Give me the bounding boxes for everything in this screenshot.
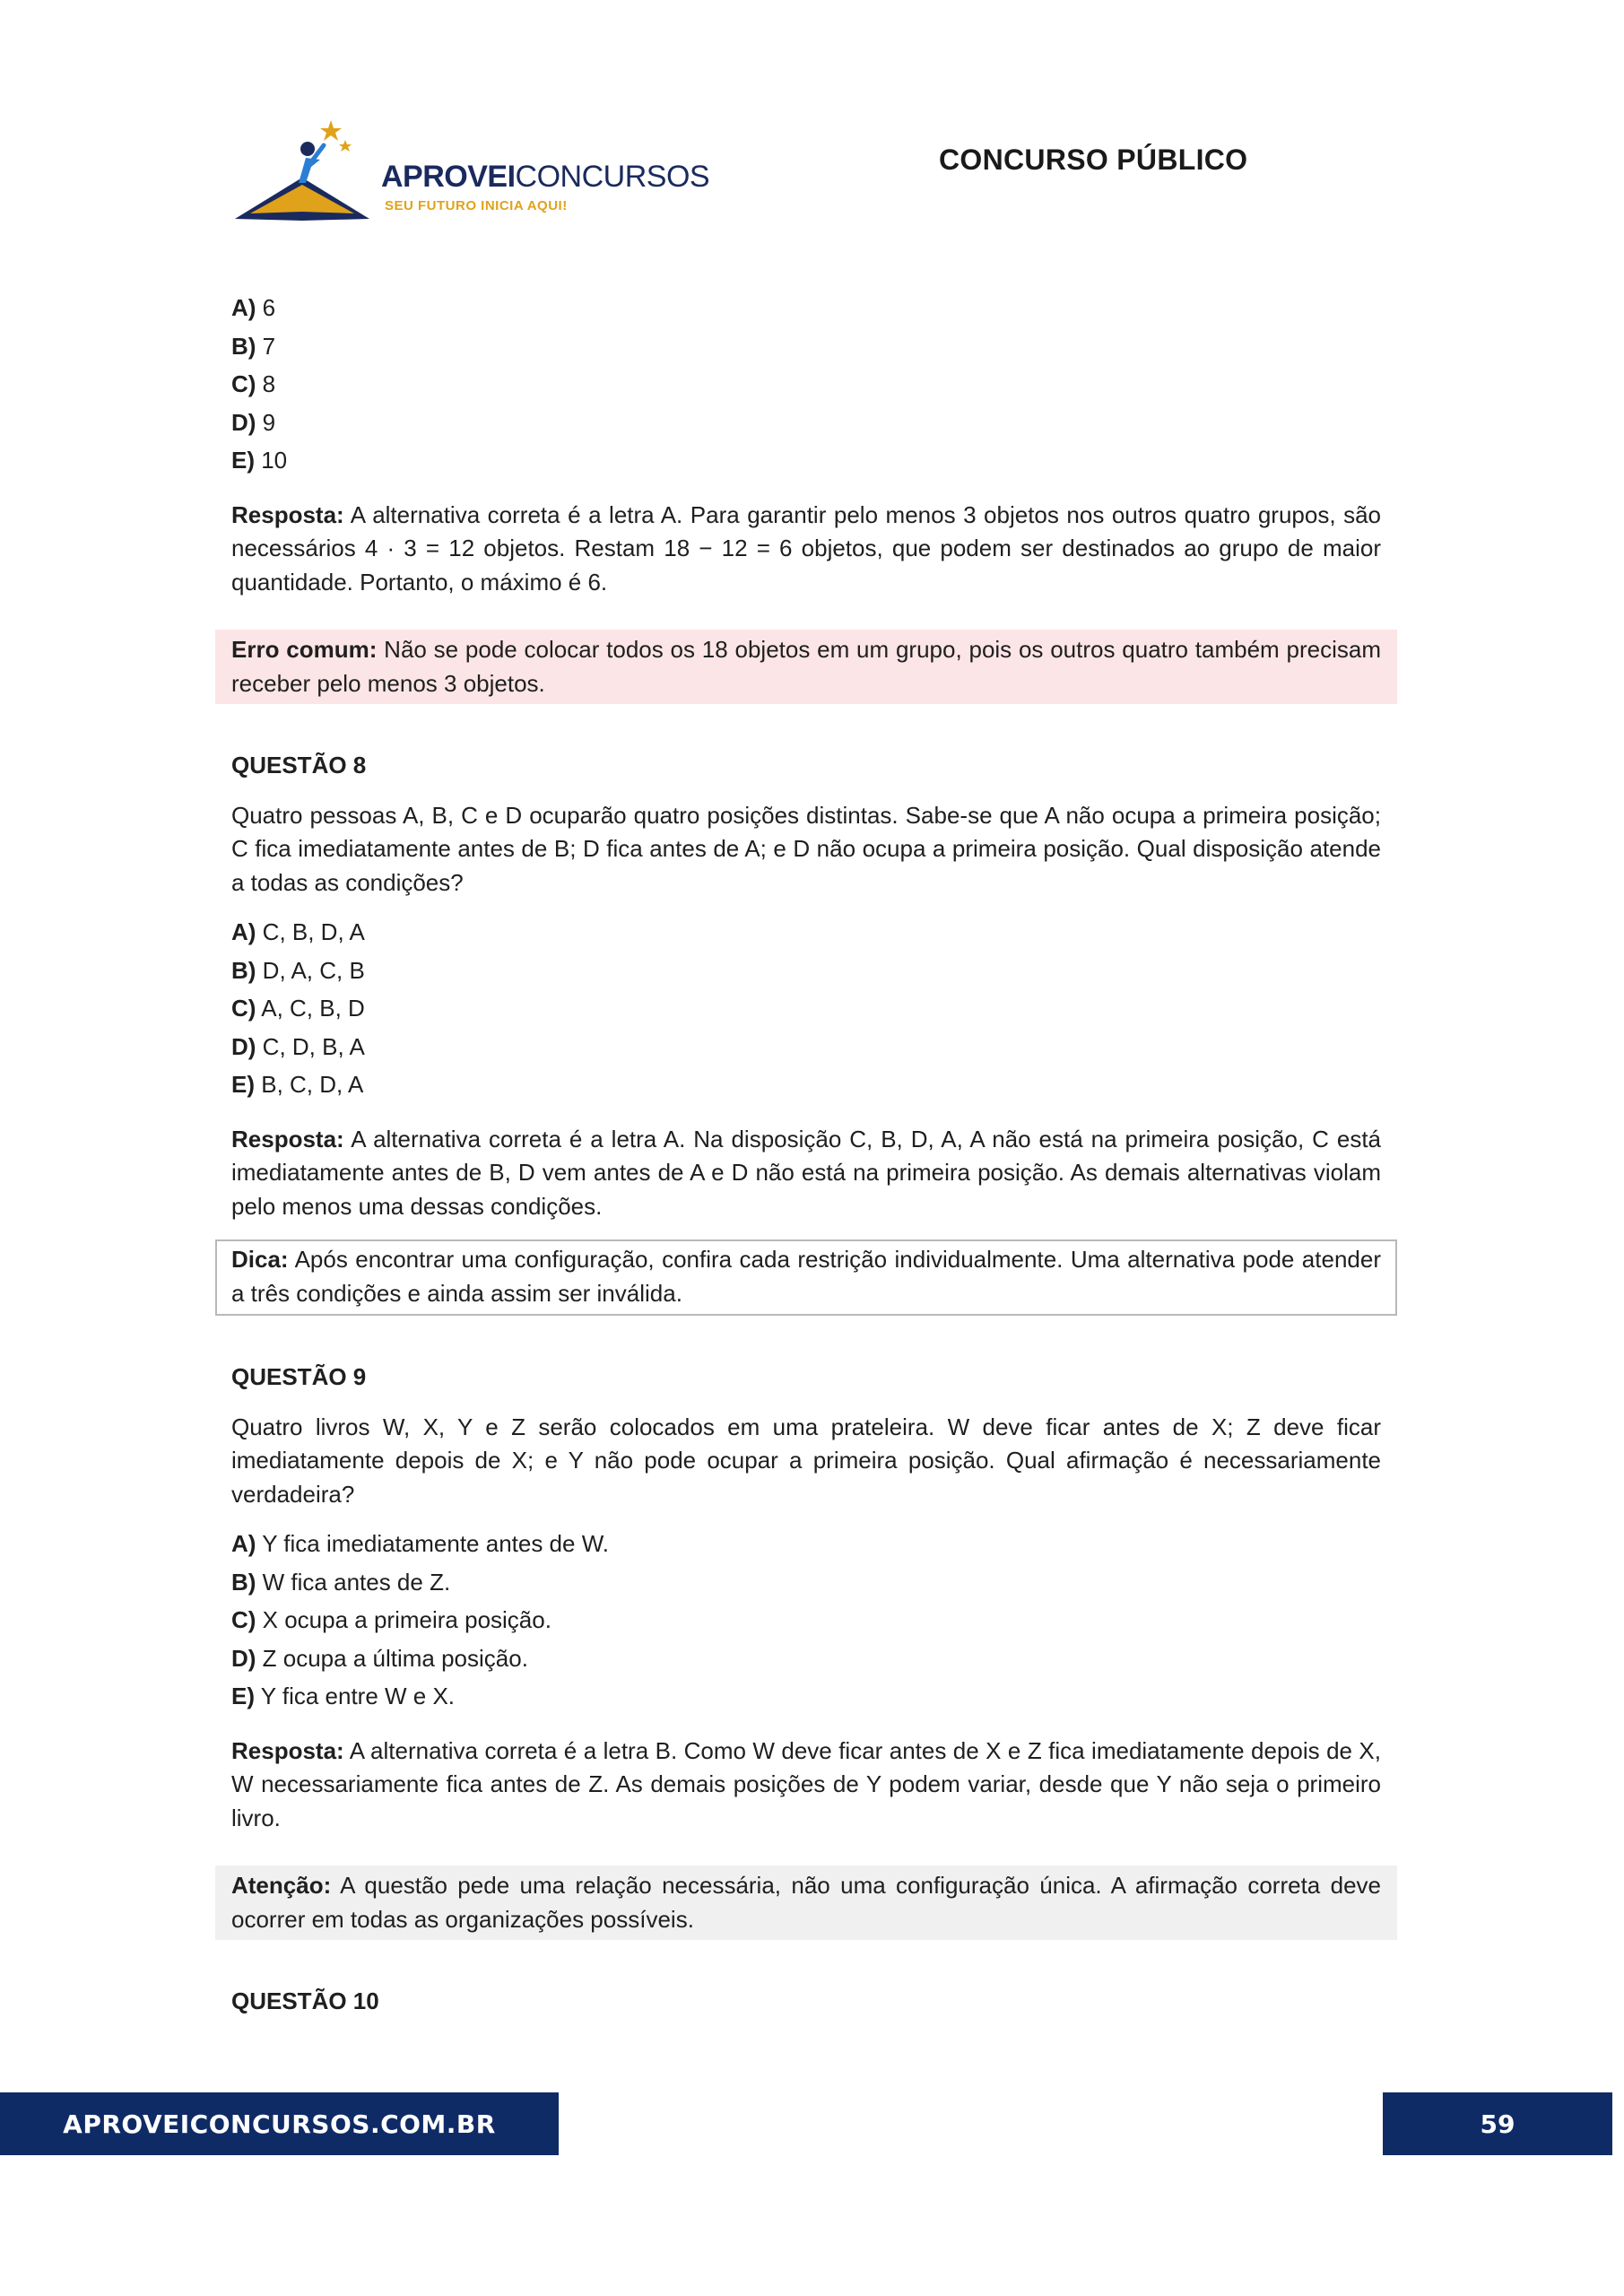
q8-answer: Resposta: A alternativa correta é a letra A. Na disposição C, B, D, A, A não está na primeira posição, C está imediatamente antes de B, D vem antes de A e D não está na primeira posição. As demais alternativas violam pelo menos uma dessas condições. [231,1125,1381,1220]
q8-options [231,916,1381,1102]
option-e: E) 10 [231,447,288,474]
option-a: A) Y fica imediatamente antes de W. [231,1530,610,1557]
footer-site-link[interactable]: APROVEICONCURSOS.COM.BR [63,2109,496,2139]
q10-title: QUESTÃO 10 [231,1987,379,2014]
option-c: C) 8 [231,370,276,397]
footer-page-number [1383,2092,1612,2155]
q7-options [231,291,1381,478]
q9-answer: Resposta: A alternativa correta é a letra B. Como W deve ficar antes de X e Z fica imediatamente depois de X, W necessariamente fica antes de Z. As demais posições de Y podem variar, desde que Y não seja o primeiro livro. [231,1736,1381,1831]
option-d: D) C, D, B, A [231,1032,365,1060]
option-b: B) W fica antes de Z. [231,1568,451,1596]
option-a: A) 6 [231,294,276,321]
page-content [231,291,1381,2019]
option-c: C) A, C, B, D [231,995,365,1022]
q8-statement: Quatro pessoas A, B, C e D ocuparão quatro posições distintas. Sabe-se que A não ocupa a primeira posição; C fica imediatamente antes de B; D fica antes de A; e D não ocupa a primeira posição. Qual disposição atende a todas as condições? [231,801,1381,896]
page-number: 59 [1480,2109,1515,2139]
option-b: B) 7 [231,332,276,360]
q7-common-error-box: Erro comum: Não se pode colocar todos os 18 objetos em um grupo, pois os outros quatro também precisam receber pelo menos 3 objetos. [215,630,1397,704]
page-header-title: CONCURSO PÚBLICO [939,144,1248,176]
q8-tip-box: Dica: Após encontrar uma configuração, confira cada restrição individualmente. Uma alternativa pode atender a três condições e ainda assim ser inválida. [215,1239,1397,1316]
logo [230,113,710,234]
option-e: E) Y fica entre W e X. [231,1683,456,1709]
q9-options [231,1527,1381,1714]
q9-title: QUESTÃO 9 [231,1363,367,1390]
option-e: E) B, C, D, A [231,1071,364,1098]
option-d: D) 9 [231,408,276,436]
q9-attention-box: Atenção: A questão pede uma relação necessária, não uma configuração única. A afirmação correta deve ocorrer em todas as organizações possíveis. [215,1866,1397,1940]
option-b: B) D, A, C, B [231,956,365,984]
option-d: D) Z ocupa a última posição. [231,1644,528,1672]
q9-statement: Quatro livros W, X, Y e Z serão colocados em uma prateleira. W deve ficar antes de X; Z deve ficar imediatamente depois de X; e Y não pode ocupar a primeira posição. Qual afirmação é necessariamente verdadeira? [231,1413,1381,1508]
logo-book-icon [230,113,383,234]
logo-tagline: SEU FUTURO INICIA AQUI! [385,198,568,213]
q8-title: QUESTÃO 8 [231,752,367,778]
logo-brand: APROVEICONCURSOS [381,160,710,194]
option-a: A) C, B, D, A [231,918,365,945]
footer-site-banner [0,2092,559,2155]
q7-answer: Resposta: A alternativa correta é a letra A. Para garantir pelo menos 3 objetos nos outros quatro grupos, são necessários 4 · 3 = 12 objetos. Restam 18 − 12 = 6 objetos, que podem ser destinados ao grupo de maior quantidade. Portanto, o máximo é 6. [231,500,1381,596]
option-c: C) X ocupa a primeira posição. [231,1606,551,1633]
